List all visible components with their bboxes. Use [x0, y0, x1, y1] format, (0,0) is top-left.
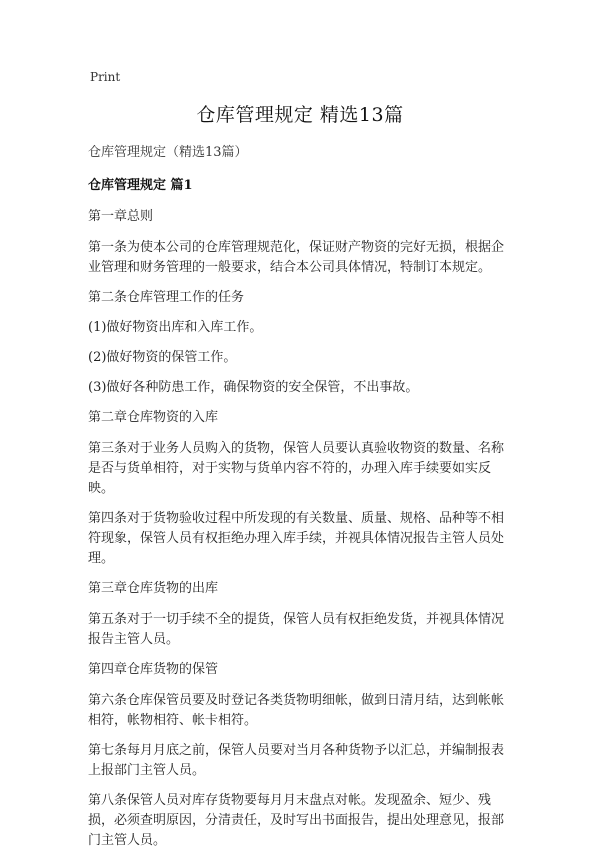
article-paragraph: 第八条保管人员对库存货物要每月月末盘点对帐。发现盈余、短少、残损，必须查明原因，分清责任，及时写出书面报告，提出处理意见，报部门主管人员。 [88, 793, 505, 848]
article-paragraph: 第一条为使本公司的仓库管理规范化，保证财产物资的完好无损，根据企业管理和财务管理的一般要求，结合本公司具体情况，特制订本规定。 [88, 240, 505, 275]
chapter-heading: 第四章仓库货物的保管 [88, 662, 219, 677]
section-heading: 仓库管理规定 篇1 [88, 178, 193, 193]
chapter-heading: 第三章仓库货物的出库 [88, 581, 219, 596]
article-paragraph: 第七条每月月底之前，保管人员要对当月各种货物予以汇总，并编制报表上报部门主管人员。 [88, 743, 505, 778]
chapter-heading: 第二章仓库物资的入库 [88, 410, 219, 425]
document-subtitle: 仓库管理规定（精选13篇） [88, 145, 248, 160]
article-paragraph: 第五条对于一切手续不全的提货，保管人员有权拒绝发货，并视具体情况报告主管人员。 [88, 612, 505, 647]
article-paragraph: 第二条仓库管理工作的任务 [88, 290, 245, 305]
print-link[interactable]: Print [90, 70, 121, 84]
article-paragraph: 第四条对于货物验收过程中所发现的有关数量、质量、规格、品种等不相符现象，保管人员有权拒绝办理入库手续，并视具体情况报告主管人员处理。 [88, 511, 505, 566]
article-paragraph: 第三条对于业务人员购入的货物，保管人员要认真验收物资的数量、名称是否与货单相符，对于实物与货单内容不符的，办理入库手续要如实反映。 [88, 441, 505, 496]
chapter-heading: 第一章总则 [88, 209, 154, 224]
article-paragraph: 第六条仓库保管员要及时登记各类货物明细帐，做到日清月结，达到帐帐相符，帐物相符、帐卡相符。 [88, 693, 505, 728]
list-item: (2)做好物资的保管工作。 [88, 350, 237, 365]
list-item: (1)做好物资出库和入库工作。 [88, 320, 263, 335]
document-title: 仓库管理规定 精选13篇 [196, 104, 404, 126]
list-item: (3)做好各种防患工作，确保物资的安全保管，不出事故。 [88, 380, 419, 395]
